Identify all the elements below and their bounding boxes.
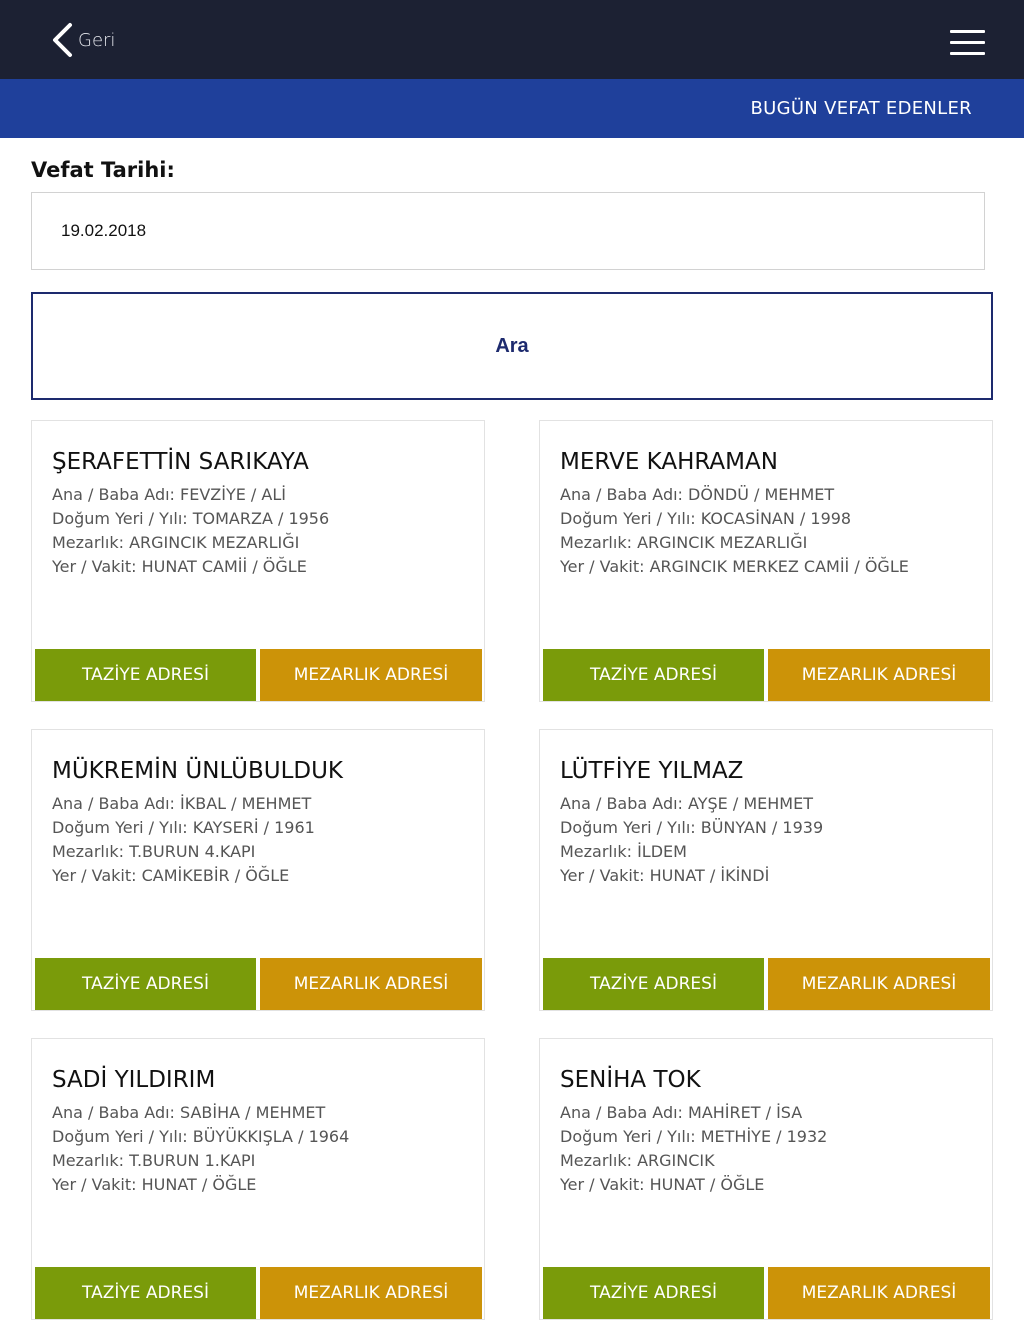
card-place-time: Yer / Vakit: HUNAT / İKİNDİ — [560, 866, 770, 885]
card-name: SADİ YILDIRIM — [52, 1067, 216, 1093]
card-place-time: Yer / Vakit: HUNAT / ÖĞLE — [560, 1175, 765, 1194]
card-place-time: Yer / Vakit: HUNAT CAMİİ / ÖĞLE — [52, 557, 307, 576]
card-cemetery: Mezarlık: T.BURUN 4.KAPI — [52, 842, 256, 861]
taziye-address-button[interactable]: TAZİYE ADRESİ — [35, 1267, 256, 1319]
deceased-card — [539, 729, 993, 1011]
card-cemetery: Mezarlık: ARGINCIK — [560, 1151, 715, 1170]
card-birth: Doğum Yeri / Yılı: METHİYE / 1932 — [560, 1127, 828, 1146]
date-input[interactable] — [31, 192, 985, 270]
taziye-address-button[interactable]: TAZİYE ADRESİ — [35, 649, 256, 701]
cemetery-address-button[interactable]: MEZARLIK ADRESİ — [260, 1267, 482, 1319]
back-label: Geri — [78, 29, 116, 51]
back-button[interactable] — [48, 22, 115, 58]
cemetery-address-button[interactable]: MEZARLIK ADRESİ — [768, 649, 990, 701]
card-parents: Ana / Baba Adı: İKBAL / MEHMET — [52, 794, 312, 813]
card-place-time: Yer / Vakit: CAMİKEBİR / ÖĞLE — [52, 866, 290, 885]
taziye-address-button[interactable]: TAZİYE ADRESİ — [35, 958, 256, 1010]
taziye-address-button[interactable]: TAZİYE ADRESİ — [543, 1267, 764, 1319]
card-name: MERVE KAHRAMAN — [560, 449, 778, 475]
chevron-left-icon — [48, 22, 74, 58]
cemetery-address-button[interactable]: MEZARLIK ADRESİ — [260, 649, 482, 701]
section-header-bar — [0, 79, 1024, 138]
card-place-time: Yer / Vakit: HUNAT / ÖĞLE — [52, 1175, 257, 1194]
deceased-card — [31, 420, 485, 702]
card-parents: Ana / Baba Adı: SABİHA / MEHMET — [52, 1103, 326, 1122]
card-name: ŞERAFETTİN SARIKAYA — [52, 449, 309, 475]
date-field-label: Vefat Tarihi: — [31, 158, 175, 182]
deceased-card — [539, 420, 993, 702]
taziye-address-button[interactable]: TAZİYE ADRESİ — [543, 649, 764, 701]
deceased-card — [31, 1038, 485, 1320]
card-cemetery: Mezarlık: ARGINCIK MEZARLIĞI — [52, 533, 300, 552]
card-birth: Doğum Yeri / Yılı: KOCASİNAN / 1998 — [560, 509, 852, 528]
search-button[interactable]: Ara — [31, 292, 993, 400]
hamburger-menu-icon[interactable] — [948, 28, 988, 58]
deceased-card — [539, 1038, 993, 1320]
card-cemetery: Mezarlık: İLDEM — [560, 842, 687, 861]
card-cemetery: Mezarlık: ARGINCIK MEZARLIĞI — [560, 533, 808, 552]
card-name: MÜKREMİN ÜNLÜBULDUK — [52, 758, 344, 784]
card-name: SENİHA TOK — [560, 1067, 701, 1093]
card-place-time: Yer / Vakit: ARGINCIK MERKEZ CAMİİ / ÖĞLE — [560, 557, 909, 576]
taziye-address-button[interactable]: TAZİYE ADRESİ — [543, 958, 764, 1010]
deceased-card — [31, 729, 485, 1011]
cemetery-address-button[interactable]: MEZARLIK ADRESİ — [260, 958, 482, 1010]
card-parents: Ana / Baba Adı: FEVZİYE / ALİ — [52, 485, 286, 504]
cemetery-address-button[interactable]: MEZARLIK ADRESİ — [768, 958, 990, 1010]
card-parents: Ana / Baba Adı: DÖNDÜ / MEHMET — [560, 485, 835, 504]
top-bar — [0, 0, 1024, 79]
cemetery-address-button[interactable]: MEZARLIK ADRESİ — [768, 1267, 990, 1319]
card-cemetery: Mezarlık: T.BURUN 1.KAPI — [52, 1151, 256, 1170]
card-birth: Doğum Yeri / Yılı: TOMARZA / 1956 — [52, 509, 330, 528]
card-birth: Doğum Yeri / Yılı: BÜNYAN / 1939 — [560, 818, 824, 837]
card-parents: Ana / Baba Adı: MAHİRET / İSA — [560, 1103, 803, 1122]
card-parents: Ana / Baba Adı: AYŞE / MEHMET — [560, 794, 813, 813]
card-birth: Doğum Yeri / Yılı: KAYSERİ / 1961 — [52, 818, 315, 837]
card-name: LÜTFİYE YILMAZ — [560, 758, 744, 784]
card-birth: Doğum Yeri / Yılı: BÜYÜKKIŞLA / 1964 — [52, 1127, 350, 1146]
page-title: BUGÜN VEFAT EDENLER — [750, 98, 972, 119]
